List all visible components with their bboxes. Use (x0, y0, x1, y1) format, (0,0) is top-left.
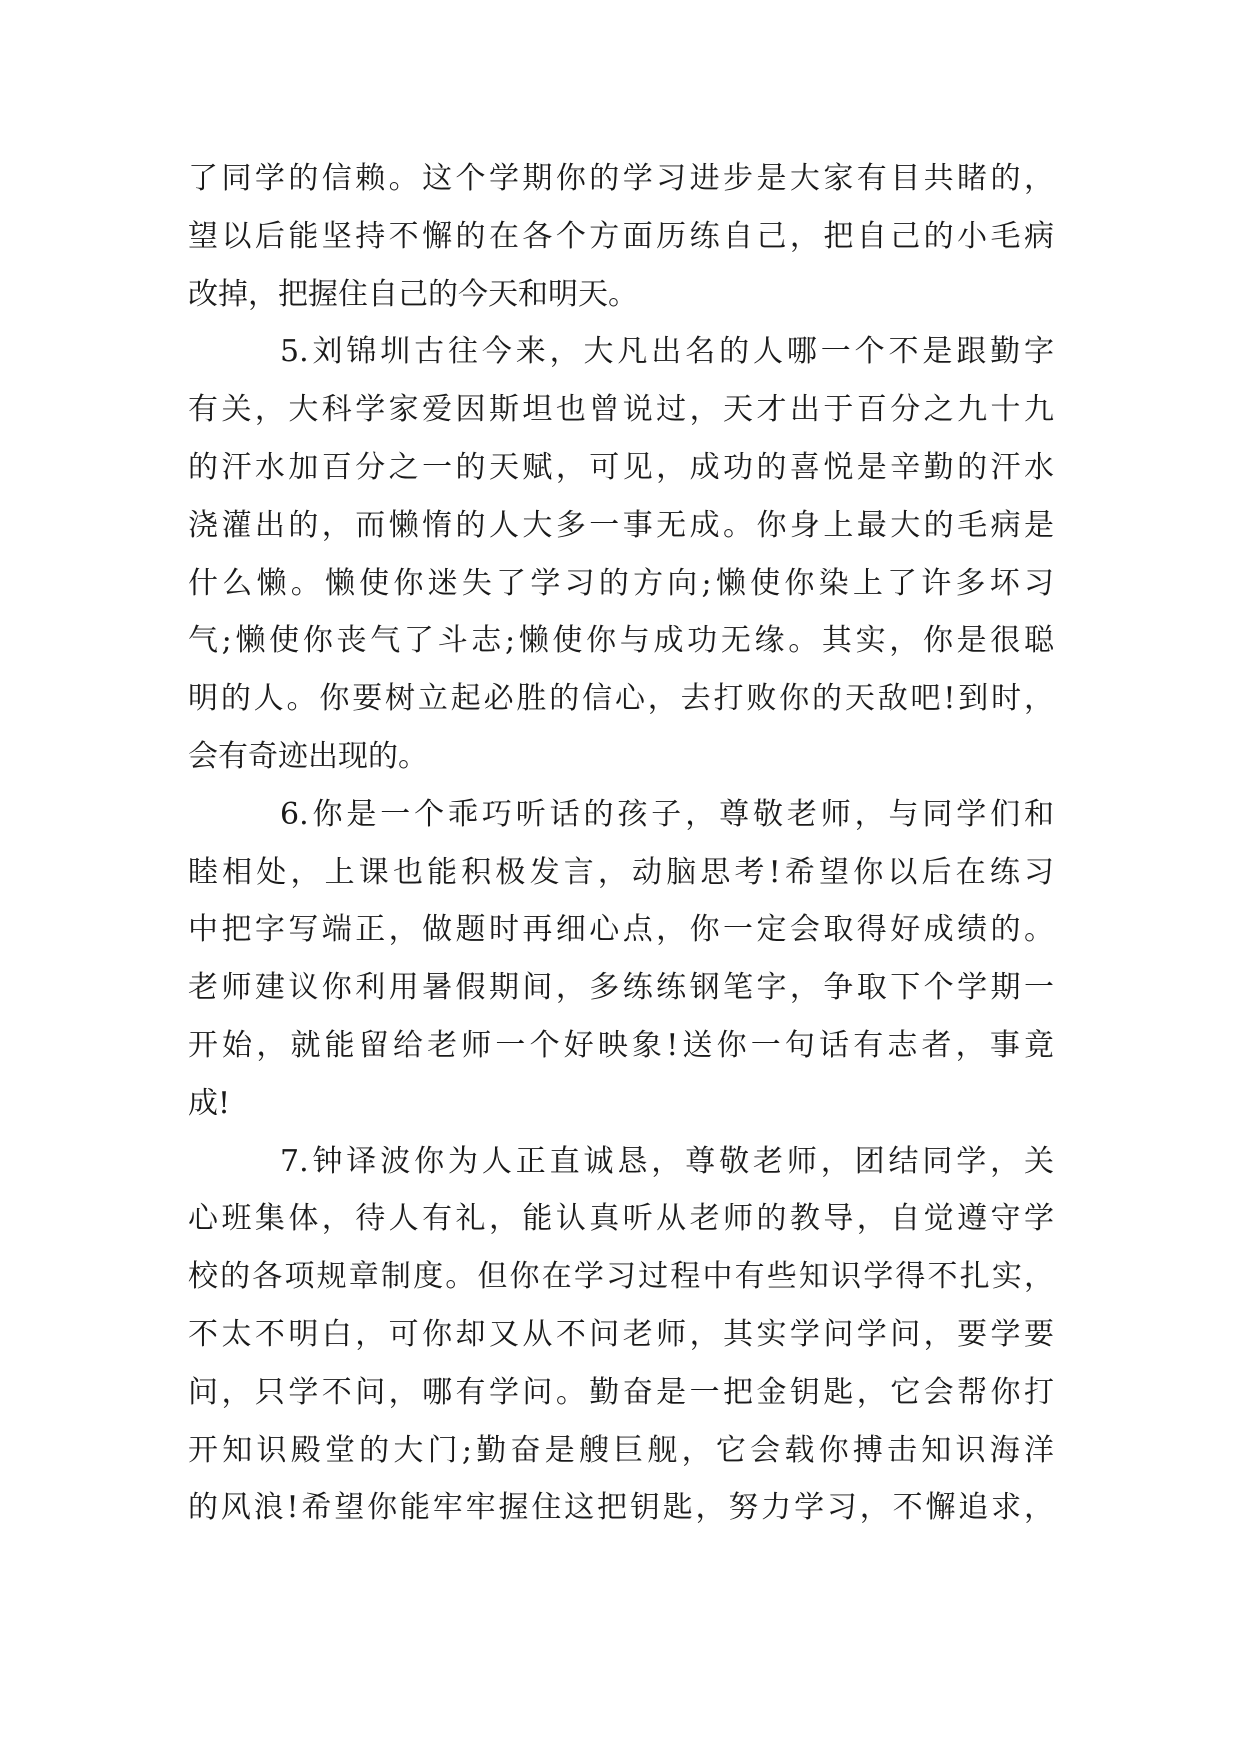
text-line: 望以后能坚持不懈的在各个方面历练自己，把自己的小毛病 (188, 218, 1054, 254)
text-line: 成! (188, 1085, 231, 1121)
text-line: 不太不明白，可你却又从不问老师，其实学问学问，要学要 (188, 1316, 1054, 1352)
paragraph-first-line: 6.你是一个乖巧听话的孩子，尊敬老师，与同学们和 (280, 796, 1054, 832)
text-line: 什么懒。懒使你迷失了学习的方向;懒使你染上了许多坏习 (188, 565, 1054, 601)
text-line: 的风浪!希望你能牢牢握住这把钥匙，努力学习，不懈追求， (188, 1490, 1054, 1526)
text-line: 校的各项规章制度。但你在学习过程中有些知识学得不扎实， (188, 1259, 1054, 1295)
text-line: 改掉，把握住自己的今天和明天。 (188, 276, 638, 312)
text-line: 老师建议你利用暑假期间，多练练钢笔字，争取下个学期一 (188, 970, 1054, 1006)
document-body (188, 150, 1054, 1537)
text-line: 浇灌出的，而懒惰的人大多一事无成。你身上最大的毛病是 (188, 507, 1054, 543)
text-line: 开知识殿堂的大门;勤奋是艘巨舰，它会载你搏击知识海洋 (188, 1432, 1054, 1468)
text-line: 的汗水加百分之一的天赋，可见，成功的喜悦是辛勤的汗水 (188, 449, 1054, 485)
paragraph-first-line: 7.钟译波你为人正直诚恳，尊敬老师，团结同学，关 (280, 1143, 1054, 1179)
text-line: 了同学的信赖。这个学期你的学习进步是大家有目共睹的， (188, 161, 1054, 196)
text-line: 心班集体，待人有礼，能认真听从老师的教导，自觉遵守学 (188, 1201, 1054, 1237)
text-line: 有关，大科学家爱因斯坦也曾说过，天才出于百分之九十九 (188, 392, 1054, 428)
text-line: 问，只学不问，哪有学问。勤奋是一把金钥匙，它会帮你打 (188, 1374, 1054, 1410)
paragraph-first-line: 5.刘锦圳古往今来，大凡出名的人哪一个不是跟勤字 (280, 334, 1054, 370)
text-line: 睦相处，上课也能积极发言，动脑思考!希望你以后在练习 (188, 854, 1054, 890)
text-line: 明的人。你要树立起必胜的信心，去打败你的天敌吧!到时， (188, 681, 1054, 717)
text-line: 会有奇迹出现的。 (188, 738, 428, 774)
text-line: 开始，就能留给老师一个好映象!送你一句话有志者，事竟 (188, 1027, 1054, 1063)
text-line: 中把字写端正，做题时再细心点，你一定会取得好成绩的。 (188, 912, 1054, 948)
text-line: 气;懒使你丧气了斗志;懒使你与成功无缘。其实，你是很聪 (188, 623, 1054, 659)
